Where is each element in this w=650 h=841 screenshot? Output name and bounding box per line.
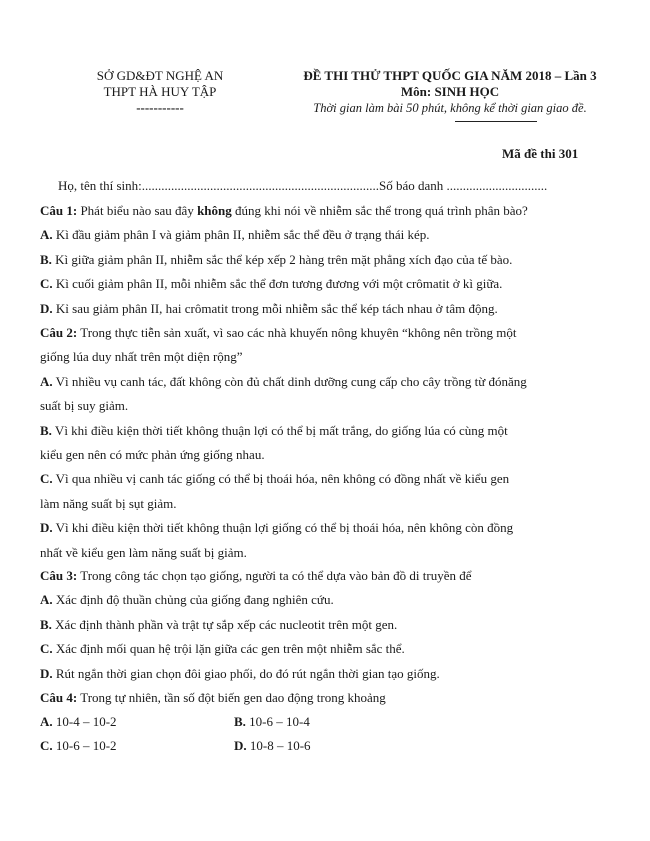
exam-title: ĐỀ THI THỬ THPT QUỐC GIA NĂM 2018 – Lần 3: [303, 68, 597, 83]
exam-header: [280, 68, 620, 122]
option-label: D.: [40, 520, 53, 536]
school-header: [70, 68, 250, 116]
option-text: Vì khi điều kiện thời tiết không thuận lợi có thể bị mất trắng, do giống lúa có cùng một: [51, 422, 508, 438]
question-4: [40, 686, 615, 710]
option-label: C.: [40, 641, 53, 657]
stem-text: đúng khi nói về nhiễm sắc thể trong quá trình phân bào?: [231, 203, 528, 218]
option-label: B.: [40, 422, 52, 438]
question-label: Câu 3:: [40, 568, 78, 583]
option-text: Xác định mối quan hệ trội lặn giữa các gen trên một nhiễm sắc thể.: [52, 641, 405, 657]
department-name: SỞ GD&ĐT NGHỆ AN: [96, 68, 224, 83]
option-text: 10-4 – 10-2: [52, 714, 117, 729]
option-label: C.: [40, 471, 53, 487]
option-text: Xác định thành phần và trật tự sắp xếp các nucleotit trên một gen.: [51, 616, 398, 632]
option-b-cont: kiểu gen nên có mức phản ứng giống nhau.: [40, 447, 265, 463]
option-c: [40, 734, 117, 758]
question-stem: [40, 564, 615, 588]
stem-text: Trong thực tiễn sản xuất, vì sao các nhà khuyến nông khuyên “không nên trồng một: [77, 325, 517, 340]
option-label: A.: [40, 227, 53, 243]
question-2: [40, 321, 615, 565]
option-label: D.: [234, 738, 247, 754]
option-text: Kì cuối giảm phân II, mỗi nhiễm sắc thể đơn tương đương với một crômatit ở kì giữa.: [52, 276, 503, 292]
option-d: [40, 662, 615, 686]
option-label: D.: [40, 665, 53, 681]
option-text: Kì giữa giảm phân II, nhiễm sắc thể kép xếp 2 hàng trên mặt phẳng xích đạo của tế bào.: [51, 251, 513, 267]
option-text: Rút ngắn thời gian chọn đôi giao phối, do đó rút ngắn thời gian tạo giống.: [52, 665, 440, 681]
option-a: [40, 223, 615, 247]
option-text: Kỉ sau giảm phân II, hai crômatit trong mỗi nhiễm sắc thể kép tách nhau ở tâm động.: [52, 300, 498, 316]
candidate-info-line: Họ, tên thí sinh:.........................................................................Số báo danh ...............................: [58, 178, 548, 193]
option-label: C.: [40, 276, 53, 292]
option-label: A.: [40, 714, 53, 729]
stem-text: Trong công tác chọn tạo giống, người ta có thể dựa vào bản đồ di truyền để: [77, 568, 472, 583]
option-label: B.: [40, 251, 52, 267]
option-a: [40, 370, 615, 394]
option-label: B.: [234, 714, 246, 729]
option-b: [40, 613, 615, 637]
option-label: D.: [40, 300, 53, 316]
option-label: B.: [40, 616, 52, 632]
option-c: [40, 467, 615, 491]
option-d-cont: nhất về kiểu gen làm năng suất bị giảm.: [40, 544, 247, 560]
question-stem: [40, 199, 615, 223]
exam-code: Mã đề thi 301: [502, 146, 579, 161]
option-text: 10-8 – 10-6: [246, 738, 311, 754]
option-label: C.: [40, 738, 53, 754]
option-a: [40, 588, 615, 612]
school-name: THPT HÀ HUY TẬP: [103, 84, 217, 99]
question-3: [40, 564, 615, 686]
option-d: [40, 297, 615, 321]
question-1: [40, 199, 615, 321]
header-rule: [455, 121, 537, 122]
option-a: [40, 710, 117, 734]
stem-text: Phát biểu nào sau đây: [77, 203, 198, 218]
option-text: Vì khi điều kiện thời tiết không thuận lợi giống có thể bị thoái hóa, nên không còn đồng: [52, 520, 514, 536]
option-b: [40, 248, 615, 272]
option-text: Vì qua nhiều vị canh tác giống có thể bị thoái hóa, nên không có đồng nhất về kiểu gen: [52, 471, 510, 487]
option-b: [234, 710, 310, 734]
option-text: 10-6 – 10-4: [245, 714, 310, 729]
question-stem: [40, 321, 615, 345]
exam-time-note: Thời gian làm bài 50 phút, không kể thời gian giao đề.: [313, 101, 587, 115]
header-dashes: -----------: [136, 100, 184, 115]
option-text: Xác định độ thuần chủng của giống đang nghiên cứu.: [52, 592, 334, 608]
option-label: A.: [40, 592, 53, 608]
question-stem-cont: giống lúa duy nhất trên một diện rộng”: [40, 349, 243, 365]
stem-emphasis: không: [197, 203, 232, 218]
question-stem: [40, 686, 615, 710]
option-b: [40, 419, 615, 443]
option-d: [40, 516, 615, 540]
option-c-cont: làm năng suất bị sụt giảm.: [40, 495, 177, 511]
option-text: Vì nhiều vụ canh tác, đất không còn đủ chất dinh dưỡng cung cấp cho cây trồng từ đónăng: [52, 373, 527, 389]
question-label: Câu 2:: [40, 325, 78, 340]
question-label: Câu 1:: [40, 203, 78, 218]
option-c: [40, 637, 615, 661]
question-label: Câu 4:: [40, 690, 78, 705]
option-a-cont: suất bị suy giảm.: [40, 398, 129, 414]
exam-subject: Môn: SINH HỌC: [400, 84, 500, 99]
stem-text: Trong tự nhiên, tần số đột biến gen dao động trong khoảng: [77, 690, 386, 705]
option-d: [234, 734, 311, 758]
option-text: Kì đầu giảm phân I và giảm phân II, nhiễm sắc thể đều ở trạng thái kép.: [52, 227, 430, 243]
option-text: 10-6 – 10-2: [52, 738, 117, 754]
option-c: [40, 272, 615, 296]
option-label: A.: [40, 373, 53, 389]
